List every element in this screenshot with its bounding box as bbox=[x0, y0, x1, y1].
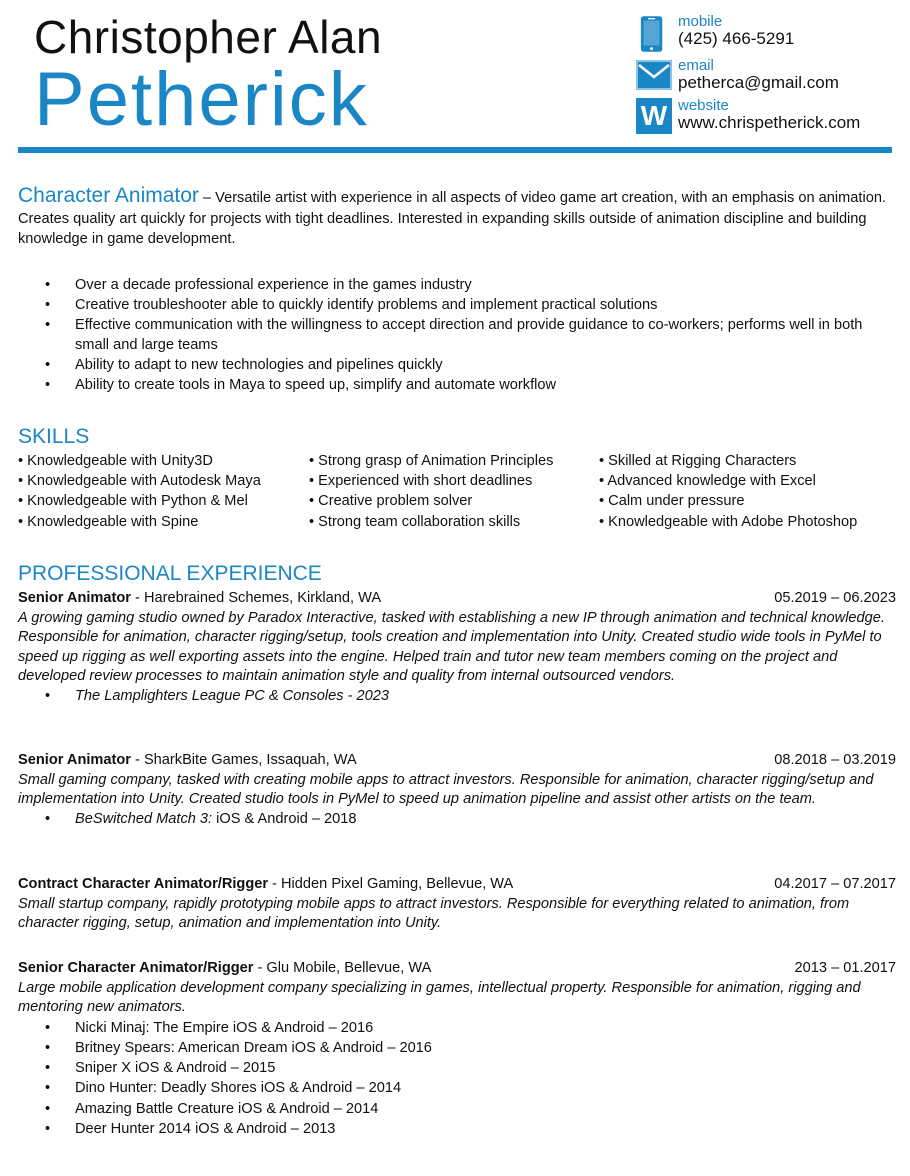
list-item: • The Lamplighters League PC & Consoles - 2023 bbox=[45, 687, 389, 704]
mobile-phone-icon bbox=[640, 14, 672, 54]
job-title: Senior Character Animator/Rigger bbox=[18, 960, 254, 976]
website-label: website bbox=[678, 97, 729, 114]
skill-item: • Strong team collaboration skills bbox=[309, 513, 521, 530]
job-description: A growing gaming studio owned by Paradox Interactive, tasked with establishing a new IP through animation and technical knowledge. Responsible for animation, character rigging/setup, tools creation and implementation into Unity. Created studio wide tools in PyMel to speed up rigging as well exporting assets into the engine. Helped train and tutor new team members coming on the project and developed review processes to maintain animation style and quality from internal outsourced vendors. bbox=[18, 609, 885, 685]
summary-bullets bbox=[18, 275, 898, 395]
skill-item: • Creative problem solver bbox=[309, 493, 473, 510]
contact-email bbox=[636, 58, 906, 94]
list-item: • Ability to create tools in Maya to speed up, simplify and automate workflow bbox=[45, 377, 557, 393]
website-w-icon: W bbox=[636, 98, 672, 134]
website-url[interactable]: www.chrispetherick.com bbox=[678, 113, 861, 132]
skill-item: • Experienced with short deadlines bbox=[309, 473, 533, 490]
job-projects bbox=[18, 687, 896, 707]
job-projects bbox=[18, 1018, 896, 1139]
job-title: Senior Animator bbox=[18, 590, 131, 606]
skills-column-2 bbox=[309, 451, 553, 532]
list-item: • Britney Spears: American Dream iOS & Android – 2016 bbox=[45, 1039, 432, 1056]
job-company: - Harebrained Schemes, Kirkland, WA bbox=[130, 590, 382, 606]
job-projects bbox=[18, 810, 896, 830]
skill-item: • Calm under pressure bbox=[599, 493, 745, 510]
skill-item: • Knowledgeable with Spine bbox=[18, 513, 199, 530]
job-title: Contract Character Animator/Rigger bbox=[18, 876, 269, 892]
job-header bbox=[18, 751, 896, 771]
skill-item: • Skilled at Rigging Characters bbox=[599, 453, 797, 469]
summary-text: – Versatile artist with experience in all aspects of video game art creation, with an emphasis on animation. Creates quality art quickly for projects with tight deadlines. Interested in expanding skills outside of animation discipline and building knowledge in game development. bbox=[18, 190, 886, 247]
list-item: • Deer Hunter 2014 iOS & Android – 2013 bbox=[45, 1120, 336, 1137]
job-dates: 05.2019 – 06.2023 bbox=[774, 590, 896, 606]
list-item: • Over a decade professional experience in the games industry bbox=[45, 277, 472, 293]
name-last: Petherick bbox=[34, 57, 369, 142]
header-divider bbox=[18, 147, 892, 153]
job-company: - Glu Mobile, Bellevue, WA bbox=[253, 960, 432, 976]
email-envelope-icon bbox=[636, 60, 672, 90]
list-item: • Nicki Minaj: The Empire iOS & Android – 2016 bbox=[45, 1019, 374, 1036]
job-dates: 08.2018 – 03.2019 bbox=[774, 752, 896, 768]
job-entry bbox=[18, 875, 896, 934]
skill-item: • Knowledgeable with Python & Mel bbox=[18, 493, 248, 510]
skill-item: • Knowledgeable with Autodesk Maya bbox=[18, 473, 261, 490]
email-label: email bbox=[678, 57, 714, 74]
job-entry bbox=[18, 751, 896, 829]
list-item: • Ability to adapt to new technologies and pipelines quickly bbox=[45, 357, 443, 373]
skills-column-3 bbox=[599, 451, 857, 532]
skills-heading: SKILLS bbox=[18, 425, 90, 448]
list-item: • Effective communication with the willingness to accept direction and provide guidance to co-workers; performs well in both small and large teams bbox=[45, 317, 863, 353]
job-title: Senior Animator bbox=[18, 752, 131, 768]
job-dates: 2013 – 01.2017 bbox=[794, 960, 896, 976]
job-header bbox=[18, 959, 896, 979]
mobile-number: (425) 466-5291 bbox=[678, 29, 795, 48]
list-item: • BeSwitched Match 3: iOS & Android – 2018 bbox=[45, 810, 357, 827]
job-entry bbox=[18, 959, 896, 1139]
experience-heading: PROFESSIONAL EXPERIENCE bbox=[18, 562, 322, 585]
email-address[interactable]: petherca@gmail.com bbox=[678, 73, 839, 92]
name-first-middle: Christopher Alan bbox=[34, 11, 383, 63]
job-header bbox=[18, 589, 896, 609]
job-description: Small gaming company, tasked with creating mobile apps to attract investors. Responsible for animation, character rigging/setup and implementation into Unity. Created studio tools in PyMel to speed up animation pipeline and assist other artists on the team. bbox=[18, 771, 874, 808]
job-header bbox=[18, 875, 896, 895]
job-entry bbox=[18, 589, 896, 707]
contact-mobile bbox=[636, 14, 906, 54]
job-company: - SharkBite Games, Issaquah, WA bbox=[130, 752, 357, 768]
list-item: • Creative troubleshooter able to quickly identify problems and implement practical solutions bbox=[45, 297, 658, 313]
list-item: • Dino Hunter: Deadly Shores iOS & Android – 2014 bbox=[45, 1080, 402, 1097]
skill-item: • Strong grasp of Animation Principles bbox=[309, 453, 554, 469]
skill-item: • Advanced knowledge with Excel bbox=[599, 473, 816, 490]
job-description: Small startup company, rapidly prototyping mobile apps to attract investors. Responsible for everything related to animation, from character rigging, setup, animation and implementation into Unity. bbox=[18, 895, 850, 932]
summary-paragraph bbox=[18, 186, 892, 250]
role-title: Character Animator bbox=[18, 184, 199, 207]
job-dates: 04.2017 – 07.2017 bbox=[774, 876, 896, 892]
skill-item: • Knowledgeable with Adobe Photoshop bbox=[599, 513, 858, 530]
job-description: Large mobile application development company specializing in games, intellectual property. Responsible for animation, rigging and mentoring new animators. bbox=[18, 979, 861, 1016]
mobile-label: mobile bbox=[678, 13, 723, 30]
skills-column-1 bbox=[18, 451, 261, 532]
list-item: • Amazing Battle Creature iOS & Android – 2014 bbox=[45, 1100, 379, 1117]
contact-website bbox=[636, 98, 906, 136]
skill-item: • Knowledgeable with Unity3D bbox=[18, 453, 213, 469]
job-company: - Hidden Pixel Gaming, Bellevue, WA bbox=[268, 876, 514, 892]
list-item: • Sniper X iOS & Android – 2015 bbox=[45, 1060, 276, 1077]
